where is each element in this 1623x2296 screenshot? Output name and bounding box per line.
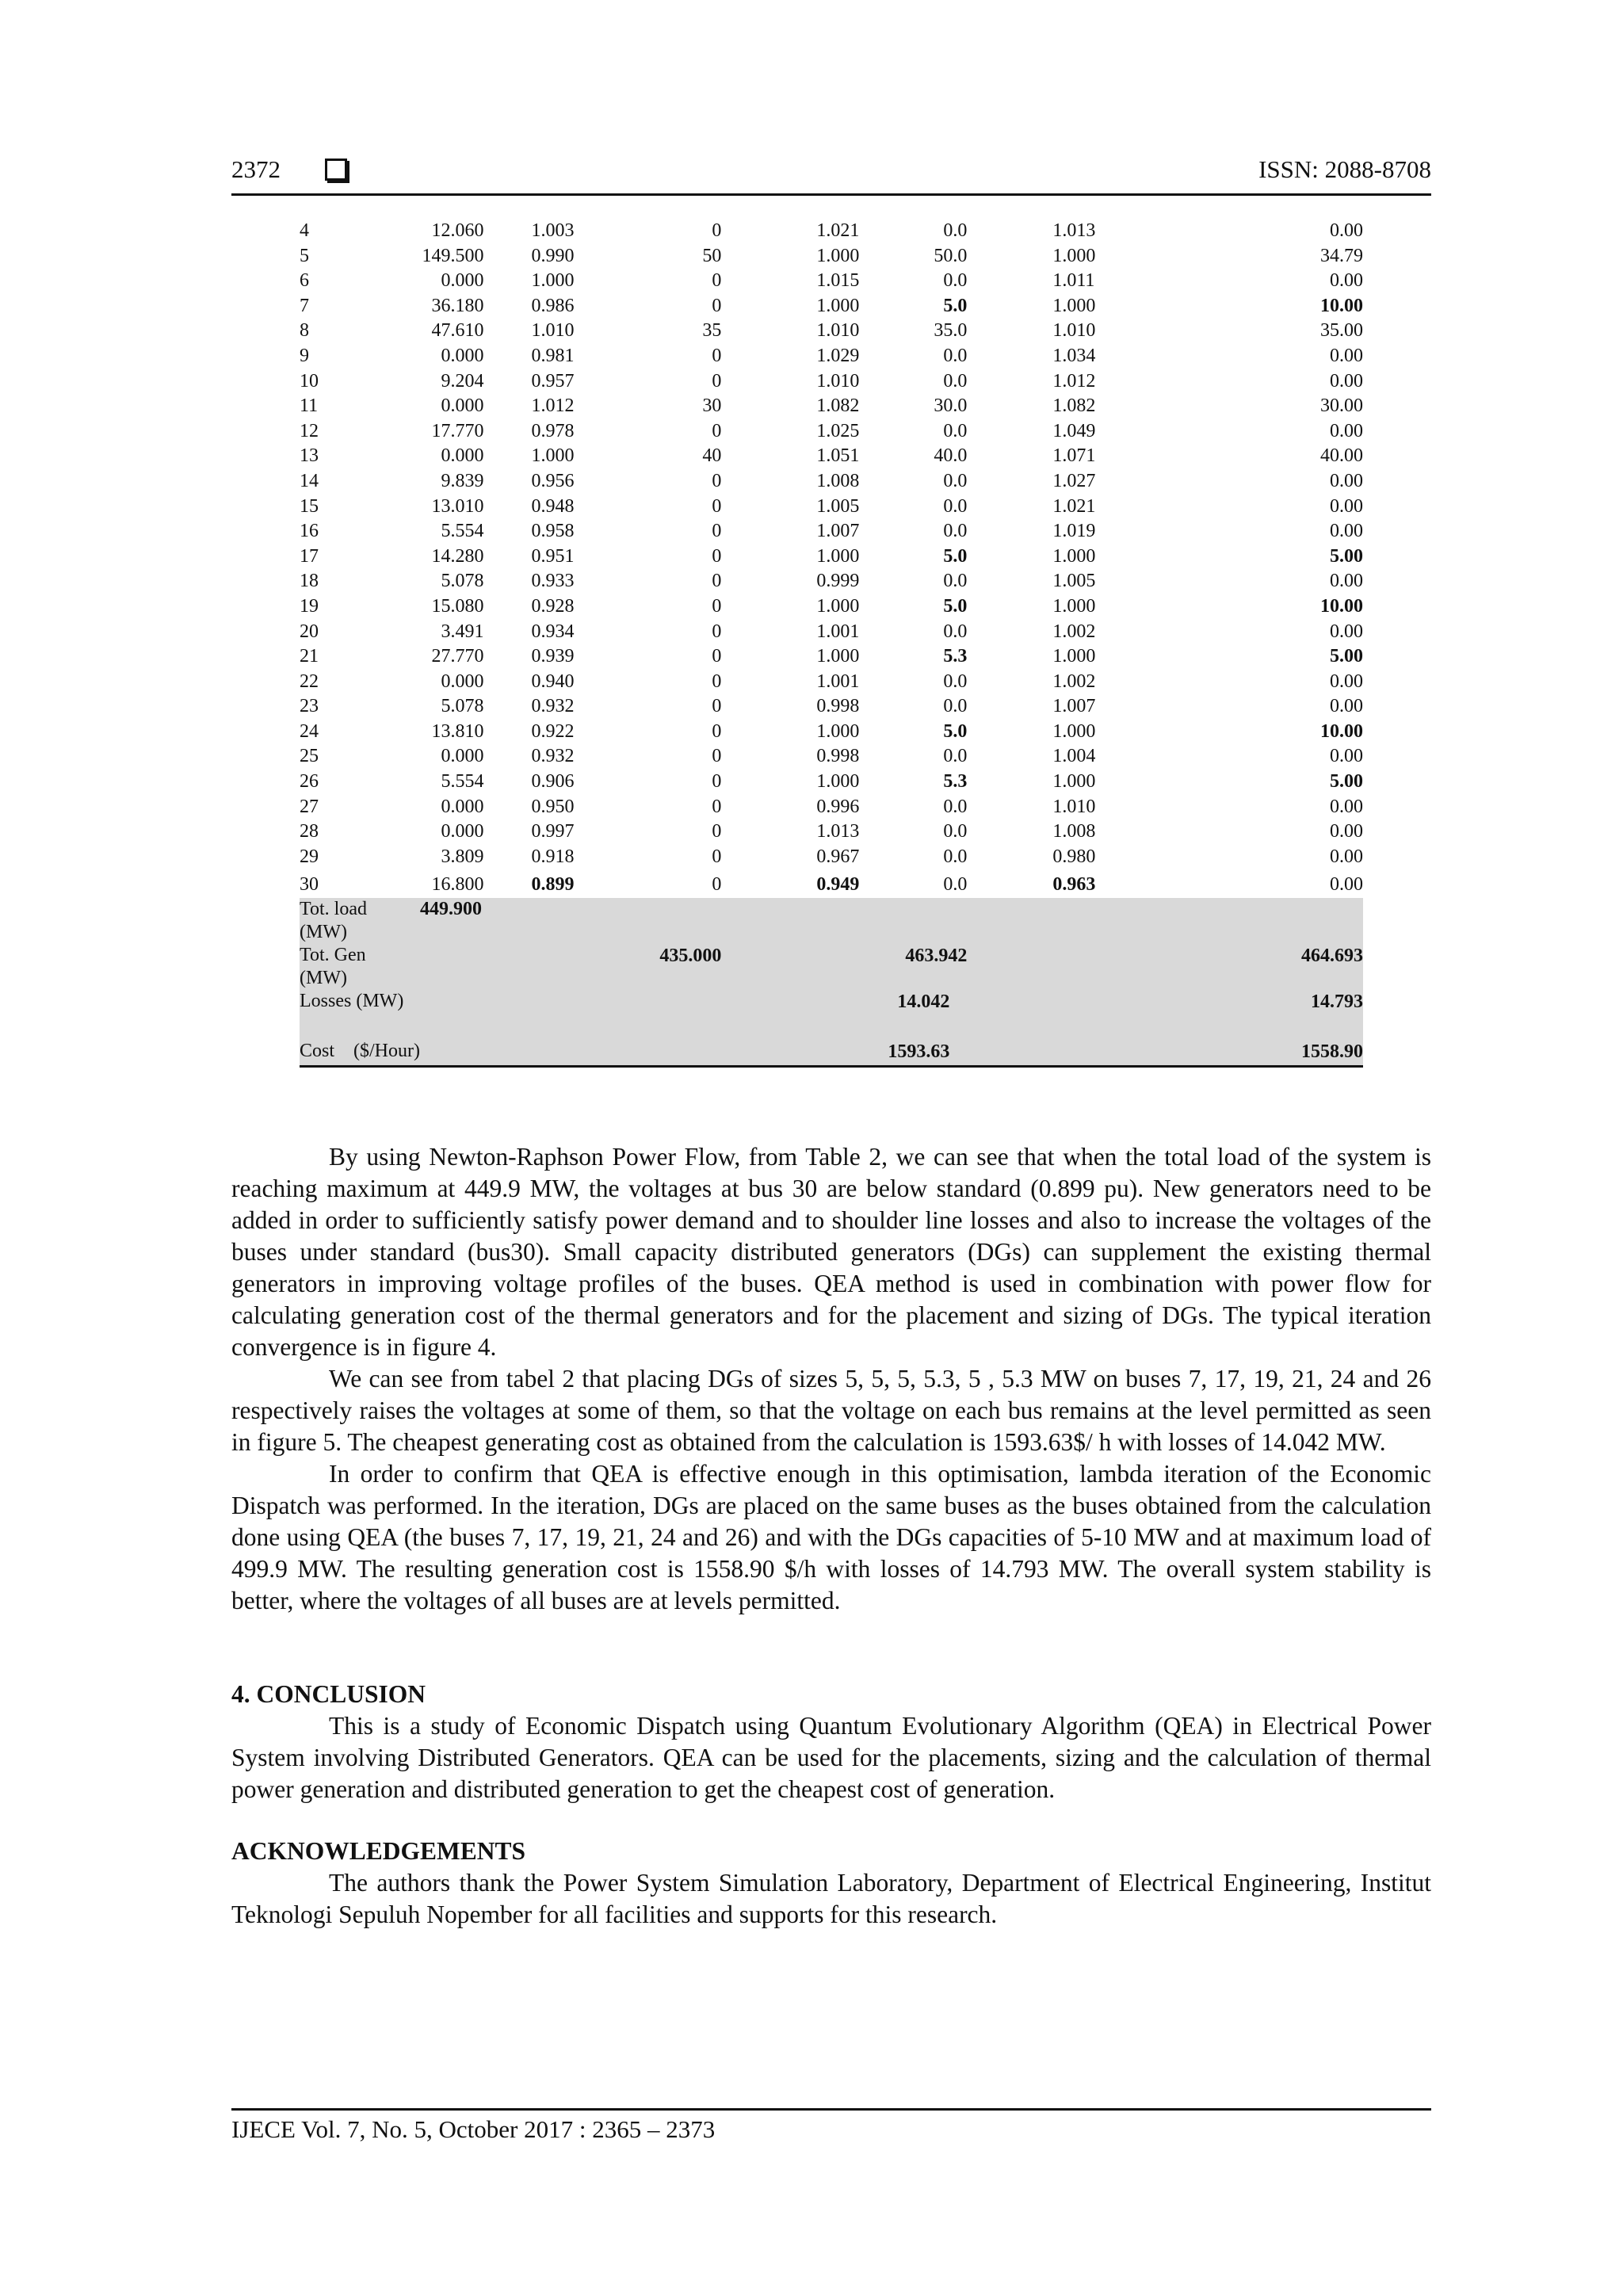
cell-dg2: 30.0 xyxy=(934,395,968,417)
cell-dg3: 0.00 xyxy=(1330,796,1363,817)
cell-load: 13.010 xyxy=(431,495,484,517)
cell-v2: 1.010 xyxy=(816,320,860,342)
conclusion-heading: 4. CONCLUSION xyxy=(231,1680,426,1708)
cell-v2: 0.998 xyxy=(816,746,860,767)
cell-v1: 0.918 xyxy=(531,846,575,867)
cell-load: 47.610 xyxy=(431,320,484,342)
cell-load: 0.000 xyxy=(441,746,484,767)
cell-v3: 1.002 xyxy=(1052,621,1096,642)
losses-qea: 14.042 xyxy=(575,990,968,1040)
cell-bus: 5 xyxy=(300,245,309,266)
cell-v2: 1.000 xyxy=(816,245,860,266)
cell-g1: 0 xyxy=(712,821,722,842)
journal-citation: IJECE Vol. 7, No. 5, October 2017 : 2365 – 2373 xyxy=(231,2115,716,2143)
cell-v2: 0.949 xyxy=(816,874,860,896)
cell-v3: 1.013 xyxy=(1052,220,1096,241)
cell-v2: 1.015 xyxy=(816,270,860,292)
cell-v2: 1.000 xyxy=(816,720,860,742)
cell-dg3: 10.00 xyxy=(1320,595,1363,617)
cell-bus: 13 xyxy=(300,445,319,467)
table-row xyxy=(300,495,1363,520)
cell-dg3: 0.00 xyxy=(1330,220,1363,241)
cell-bus: 9 xyxy=(300,345,309,366)
cell-load: 5.554 xyxy=(441,521,484,542)
cell-bus: 4 xyxy=(300,220,309,241)
cell-bus: 23 xyxy=(300,696,319,717)
cell-g1: 0 xyxy=(712,846,722,867)
cell-dg2: 0.0 xyxy=(943,874,968,896)
cell-dg2: 0.0 xyxy=(943,521,968,542)
cell-load: 13.810 xyxy=(431,720,484,742)
table-row xyxy=(300,620,1363,645)
cell-bus: 17 xyxy=(300,545,319,567)
cell-bus: 8 xyxy=(300,320,309,342)
cell-v2: 1.021 xyxy=(816,220,860,241)
cell-load: 15.080 xyxy=(431,595,484,617)
cell-bus: 30 xyxy=(300,874,319,896)
cell-load: 0.000 xyxy=(441,270,484,292)
cell-dg2: 5.0 xyxy=(943,595,968,617)
cell-bus: 21 xyxy=(300,646,319,667)
cell-dg3: 30.00 xyxy=(1320,395,1363,417)
cell-g1: 0 xyxy=(712,696,722,717)
losses-label: Losses (MW) xyxy=(300,990,575,1040)
cell-dg3: 0.00 xyxy=(1330,370,1363,392)
cell-dg3: 0.00 xyxy=(1330,846,1363,867)
cell-v3: 1.007 xyxy=(1052,696,1096,717)
cell-dg3: 5.00 xyxy=(1330,545,1363,567)
cell-v1: 0.939 xyxy=(531,646,575,667)
cell-v3: 1.011 xyxy=(1052,270,1095,292)
cell-v2: 1.000 xyxy=(816,545,860,567)
cell-v1: 1.003 xyxy=(531,220,575,241)
cell-dg3: 0.00 xyxy=(1330,670,1363,692)
cell-v3: 1.000 xyxy=(1052,720,1096,742)
cell-bus: 10 xyxy=(300,370,319,392)
cell-dg2: 0.0 xyxy=(943,821,968,842)
cell-dg2: 0.0 xyxy=(943,495,968,517)
summary-row-total-gen xyxy=(300,944,1363,990)
cell-dg3: 0.00 xyxy=(1330,874,1363,896)
cell-v2: 1.013 xyxy=(816,821,860,842)
cell-load: 0.000 xyxy=(441,395,484,417)
cell-g1: 0 xyxy=(712,746,722,767)
cell-v2: 1.051 xyxy=(816,445,860,467)
cell-v2: 0.999 xyxy=(816,571,860,592)
cell-v2: 0.998 xyxy=(816,696,860,717)
cell-v3: 1.012 xyxy=(1052,370,1096,392)
checkbox-bullet-icon xyxy=(325,159,347,181)
paragraph-2: We can see from tabel 2 that placing DGs of sizes 5, 5, 5, 5.3, 5 , 5.3 MW on buses 7, 17, 19, 21, 24 and 26 respectively raises the voltages at some of them, so that the voltage on each bus remains at the level permitted as seen in figure 5. The cheapest generating cost as obtained from the calculation is 1593.63$/ h with losses of 14.042 MW. xyxy=(231,1365,1431,1456)
table-row xyxy=(300,394,1363,419)
total-gen-base: 435.000 xyxy=(484,944,722,990)
cell-v2: 1.005 xyxy=(816,495,860,517)
cell-bus: 24 xyxy=(300,720,319,742)
cell-v3: 1.049 xyxy=(1052,420,1096,441)
cell-v3: 1.000 xyxy=(1052,545,1096,567)
cell-bus: 22 xyxy=(300,670,319,692)
cell-dg3: 0.00 xyxy=(1330,571,1363,592)
table-row xyxy=(300,594,1363,620)
cell-load: 0.000 xyxy=(441,670,484,692)
cell-g1: 0 xyxy=(712,270,722,292)
cell-g1: 0 xyxy=(712,771,722,793)
cell-v1: 0.956 xyxy=(531,470,575,491)
cell-v2: 1.000 xyxy=(816,646,860,667)
cell-v3: 1.004 xyxy=(1052,746,1096,767)
cell-load: 0.000 xyxy=(441,445,484,467)
table-row xyxy=(300,269,1363,294)
results-table-body xyxy=(300,219,1363,898)
cell-dg3: 0.00 xyxy=(1330,696,1363,717)
cell-v2: 0.967 xyxy=(816,846,860,867)
cell-g1: 0 xyxy=(712,370,722,392)
cell-bus: 29 xyxy=(300,846,319,867)
cell-g1: 0 xyxy=(712,571,722,592)
total-load-cell xyxy=(300,898,484,944)
cell-bus: 15 xyxy=(300,495,319,517)
total-gen-label: Tot. Gen xyxy=(300,945,366,966)
cell-bus: 20 xyxy=(300,621,319,642)
table-row xyxy=(300,720,1363,745)
cell-bus: 28 xyxy=(300,821,319,842)
table-row xyxy=(300,219,1363,244)
cell-dg2: 0.0 xyxy=(943,220,968,241)
cell-v1: 0.957 xyxy=(531,370,575,392)
cell-load: 5.554 xyxy=(441,771,484,793)
results-table xyxy=(300,219,1363,1068)
summary-row-cost xyxy=(300,1040,1363,1066)
cell-dg2: 50.0 xyxy=(934,245,968,266)
cost-qea: 1593.63 xyxy=(575,1040,968,1066)
table-row xyxy=(300,419,1363,445)
cell-v3: 1.000 xyxy=(1052,646,1096,667)
cell-v3: 1.000 xyxy=(1052,771,1096,793)
cell-bus: 11 xyxy=(300,395,319,417)
cell-load: 27.770 xyxy=(431,646,484,667)
cell-v3: 1.000 xyxy=(1052,295,1096,316)
cell-dg2: 5.3 xyxy=(943,646,968,667)
cell-load: 5.078 xyxy=(441,696,484,717)
page-footer xyxy=(231,2108,1431,2145)
table-row xyxy=(300,319,1363,344)
cell-v1: 0.981 xyxy=(531,345,575,366)
table-row xyxy=(300,344,1363,369)
cell-dg3: 10.00 xyxy=(1320,720,1363,742)
cell-v1: 0.922 xyxy=(531,720,575,742)
cell-dg2: 0.0 xyxy=(943,846,968,867)
cell-dg2: 0.0 xyxy=(943,746,968,767)
cell-v3: 0.963 xyxy=(1052,874,1096,896)
cell-v2: 1.000 xyxy=(816,595,860,617)
cell-bus: 6 xyxy=(300,270,309,292)
cell-bus: 14 xyxy=(300,470,319,491)
cell-v2: 0.996 xyxy=(816,796,860,817)
cell-dg2: 0.0 xyxy=(943,670,968,692)
cell-bus: 26 xyxy=(300,771,319,793)
cell-dg2: 0.0 xyxy=(943,270,968,292)
cell-g1: 0 xyxy=(712,621,722,642)
cell-dg3: 5.00 xyxy=(1330,646,1363,667)
cell-v3: 1.082 xyxy=(1052,395,1096,417)
cell-v3: 1.000 xyxy=(1052,595,1096,617)
cell-dg2: 0.0 xyxy=(943,571,968,592)
cell-v1: 0.899 xyxy=(531,874,575,896)
cell-v1: 1.010 xyxy=(531,320,575,342)
cell-v1: 0.948 xyxy=(531,495,575,517)
cell-v1: 0.986 xyxy=(531,295,575,316)
cell-g1: 50 xyxy=(702,245,722,266)
cell-dg2: 5.0 xyxy=(943,720,968,742)
cell-load: 17.770 xyxy=(431,420,484,441)
table-row xyxy=(300,544,1363,570)
cell-g1: 0 xyxy=(712,295,722,316)
cell-v3: 1.021 xyxy=(1052,495,1096,517)
cell-v3: 1.002 xyxy=(1052,670,1096,692)
paragraph-3: In order to confirm that QEA is effective enough in this optimisation, lambda iteration of the Economic Dispatch was performed. In the iteration, DGs are placed on the same buses as the buses obtained from the calculation done using QEA (the buses 7, 17, 19, 21, 24 and 26) and with the DGs capacities of 5-10 MW and at maximum load of 499.9 MW. The resulting generation cost is 1558.90 $/h with losses of 14.793 MW. The overall system stability is better, where the voltages of all buses are at levels permitted. xyxy=(231,1460,1431,1614)
cell-v1: 0.951 xyxy=(531,545,575,567)
cell-g1: 0 xyxy=(712,720,722,742)
cell-v2: 1.010 xyxy=(816,370,860,392)
cell-dg3: 0.00 xyxy=(1330,746,1363,767)
cell-v3: 1.010 xyxy=(1052,320,1096,342)
cell-v1: 0.940 xyxy=(531,670,575,692)
cell-dg3: 35.00 xyxy=(1320,320,1363,342)
cell-v3: 1.008 xyxy=(1052,821,1096,842)
table-row xyxy=(300,644,1363,670)
cell-v2: 1.001 xyxy=(816,670,860,692)
cost-label: Cost ($/Hour) xyxy=(300,1040,575,1066)
cell-dg2: 5.0 xyxy=(943,295,968,316)
cell-g1: 35 xyxy=(702,320,722,342)
cell-load: 0.000 xyxy=(441,796,484,817)
page-header xyxy=(231,154,1431,196)
cell-bus: 12 xyxy=(300,420,319,441)
cell-v2: 1.000 xyxy=(816,295,860,316)
table-row xyxy=(300,369,1363,395)
cell-v1: 0.934 xyxy=(531,621,575,642)
cost-lambda: 1558.90 xyxy=(967,1040,1363,1066)
cell-load: 149.500 xyxy=(422,245,484,266)
cell-v3: 1.010 xyxy=(1052,796,1096,817)
table-row xyxy=(300,770,1363,795)
cell-bus: 19 xyxy=(300,595,319,617)
total-load-unit: (MW) xyxy=(300,922,347,943)
cell-load: 0.000 xyxy=(441,345,484,366)
cell-v2: 1.008 xyxy=(816,470,860,491)
cell-dg2: 5.0 xyxy=(943,545,968,567)
cell-load: 14.280 xyxy=(431,545,484,567)
cell-v3: 1.005 xyxy=(1052,571,1096,592)
cell-v2: 1.025 xyxy=(816,420,860,441)
cell-dg3: 0.00 xyxy=(1330,521,1363,542)
cell-g1: 0 xyxy=(712,874,722,896)
cell-g1: 30 xyxy=(702,395,722,417)
cell-bus: 18 xyxy=(300,571,319,592)
table-row xyxy=(300,569,1363,594)
cell-load: 36.180 xyxy=(431,295,484,316)
table-row xyxy=(300,244,1363,269)
cell-dg2: 0.0 xyxy=(943,796,968,817)
cell-v3: 1.071 xyxy=(1052,445,1096,467)
table-row xyxy=(300,519,1363,544)
cell-dg3: 5.00 xyxy=(1330,771,1363,793)
cell-dg3: 0.00 xyxy=(1330,821,1363,842)
cell-v1: 0.928 xyxy=(531,595,575,617)
cell-g1: 0 xyxy=(712,646,722,667)
cell-v1: 0.932 xyxy=(531,746,575,767)
cell-v2: 1.007 xyxy=(816,521,860,542)
cell-v1: 1.000 xyxy=(531,270,575,292)
cell-v1: 0.990 xyxy=(531,245,575,266)
cell-g1: 0 xyxy=(712,345,722,366)
summary-row-total-load xyxy=(300,898,1363,944)
cell-v3: 0.980 xyxy=(1052,846,1096,867)
cell-dg3: 10.00 xyxy=(1320,295,1363,316)
cell-dg2: 40.0 xyxy=(934,445,968,467)
results-table-summary xyxy=(300,898,1363,1066)
total-gen-unit: (MW) xyxy=(300,968,347,989)
cell-g1: 0 xyxy=(712,670,722,692)
cell-v2: 1.029 xyxy=(816,345,860,366)
cell-dg2: 0.0 xyxy=(943,621,968,642)
total-gen-lambda: 464.693 xyxy=(967,944,1363,990)
cell-dg3: 0.00 xyxy=(1330,495,1363,517)
cell-load: 16.800 xyxy=(431,874,484,896)
cell-v2: 1.000 xyxy=(816,771,860,793)
cell-bus: 27 xyxy=(300,796,319,817)
cell-v1: 0.997 xyxy=(531,821,575,842)
cell-v3: 1.019 xyxy=(1052,521,1096,542)
cell-v2: 1.001 xyxy=(816,621,860,642)
cell-v3: 1.034 xyxy=(1052,345,1096,366)
table-row xyxy=(300,670,1363,695)
cell-load: 5.078 xyxy=(441,571,484,592)
cell-bus: 7 xyxy=(300,295,309,316)
cell-g1: 0 xyxy=(712,545,722,567)
cell-dg2: 0.0 xyxy=(943,370,968,392)
cell-g1: 0 xyxy=(712,595,722,617)
table-row xyxy=(300,469,1363,495)
body-text xyxy=(231,1141,1431,1931)
cell-load: 0.000 xyxy=(441,821,484,842)
cell-load: 12.060 xyxy=(431,220,484,241)
cell-g1: 0 xyxy=(712,521,722,542)
cell-dg3: 34.79 xyxy=(1320,245,1363,266)
table-row xyxy=(300,795,1363,820)
total-load-value: 449.900 xyxy=(420,899,482,920)
cell-g1: 0 xyxy=(712,470,722,491)
table-row xyxy=(300,819,1363,845)
cell-dg2: 0.0 xyxy=(943,345,968,366)
cell-v1: 0.932 xyxy=(531,696,575,717)
cell-v1: 0.950 xyxy=(531,796,575,817)
cell-dg3: 0.00 xyxy=(1330,470,1363,491)
conclusion-text: This is a study of Economic Dispatch using Quantum Evolutionary Algorithm (QEA) in Electrical Power System involving Distributed Generators. QEA can be used for the placements, sizing and the calculation of thermal power generation and distributed generation to get the cheapest cost of generation. xyxy=(231,1712,1431,1803)
table-row xyxy=(300,294,1363,319)
cell-load: 9.839 xyxy=(441,470,484,491)
cell-g1: 0 xyxy=(712,495,722,517)
cell-dg3: 0.00 xyxy=(1330,345,1363,366)
cell-bus: 16 xyxy=(300,521,319,542)
cell-dg2: 0.0 xyxy=(943,470,968,491)
cell-dg3: 0.00 xyxy=(1330,270,1363,292)
issn-label: ISSN: 2088-8708 xyxy=(1258,155,1431,183)
cell-g1: 0 xyxy=(712,796,722,817)
table-row xyxy=(300,744,1363,770)
losses-lambda: 14.793 xyxy=(967,990,1363,1040)
cell-g1: 40 xyxy=(702,445,722,467)
cell-v2: 1.082 xyxy=(816,395,860,417)
cell-v3: 1.000 xyxy=(1052,245,1096,266)
acknowledgements-heading: ACKNOWLEDGEMENTS xyxy=(231,1837,526,1865)
cell-load: 3.809 xyxy=(441,846,484,867)
cell-dg3: 0.00 xyxy=(1330,420,1363,441)
table-row xyxy=(300,869,1363,898)
table-row xyxy=(300,444,1363,469)
cell-dg2: 0.0 xyxy=(943,696,968,717)
cell-g1: 0 xyxy=(712,420,722,441)
cell-dg3: 40.00 xyxy=(1320,445,1363,467)
paragraph-1: By using Newton-Raphson Power Flow, from Table 2, we can see that when the total load of the system is reaching maximum at 449.9 MW, the voltages at bus 30 are below standard (0.899 pu). New generators need to be added in order to sufficiently satisfy power demand and to shoulder line losses and also to increase the voltages of the buses under standard (bus30). Small capacity distributed generators (DGs) can supplement the existing thermal generators in improving voltage profiles of the buses. QEA method is used in combination with power flow for calculating generation cost of the thermal generators and for the placement and sizing of DGs. The typical iteration convergence is in figure 4. xyxy=(231,1143,1431,1361)
cell-dg2: 0.0 xyxy=(943,420,968,441)
cell-dg2: 5.3 xyxy=(943,771,968,793)
table-row xyxy=(300,845,1363,870)
acknowledgements-text: The authors thank the Power System Simulation Laboratory, Department of Electrical Engineering, Institut Teknologi Sepuluh Nopember for all facilities and supports for this research. xyxy=(231,1869,1431,1928)
cell-dg2: 35.0 xyxy=(934,320,968,342)
cell-v1: 1.012 xyxy=(531,395,575,417)
table-row xyxy=(300,694,1363,720)
summary-row-losses xyxy=(300,990,1363,1040)
cell-load: 9.204 xyxy=(441,370,484,392)
total-gen-cell xyxy=(300,944,484,990)
cell-v1: 0.958 xyxy=(531,521,575,542)
total-load-label: Tot. load xyxy=(300,899,367,920)
page-number: 2372 xyxy=(231,155,281,183)
cell-bus: 25 xyxy=(300,746,319,767)
cell-g1: 0 xyxy=(712,220,722,241)
cell-v3: 1.027 xyxy=(1052,470,1096,491)
cell-v1: 1.000 xyxy=(531,445,575,467)
cell-dg3: 0.00 xyxy=(1330,621,1363,642)
cell-v1: 0.933 xyxy=(531,571,575,592)
cell-v1: 0.906 xyxy=(531,771,575,793)
cell-load: 3.491 xyxy=(441,621,484,642)
cell-v1: 0.978 xyxy=(531,420,575,441)
total-gen-qea: 463.942 xyxy=(721,944,967,990)
